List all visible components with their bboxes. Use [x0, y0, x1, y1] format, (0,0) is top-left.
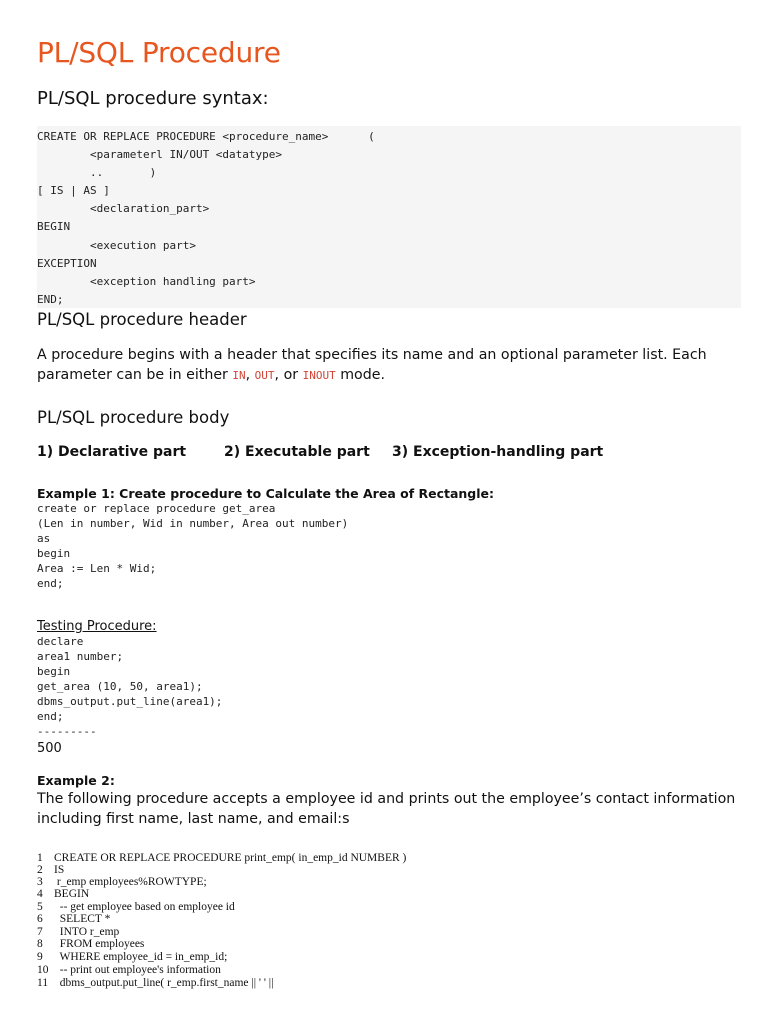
line-number: 11: [37, 977, 49, 989]
syntax-code-line: <declaration_part>: [37, 202, 210, 215]
body-part-declarative: 1) Declarative part: [37, 444, 187, 460]
syntax-code-line: BEGIN: [37, 220, 71, 233]
example2-code-line: [37, 864, 64, 876]
line-text: FROM employees: [54, 938, 145, 950]
line-number: 3: [37, 876, 43, 888]
testing-code-line: area1 number;: [37, 650, 124, 663]
example2-label: Example 2:: [37, 773, 115, 788]
syntax-code-line: <execution part>: [37, 239, 196, 252]
syntax-code-line: CREATE OR REPLACE PROCEDURE <procedure_name> (: [37, 130, 375, 143]
example1-code-line: (Len in number, Wid in number, Area out number): [37, 517, 349, 530]
testing-code-line: end;: [37, 710, 64, 723]
testing-code-line: declare: [37, 635, 84, 648]
syntax-code-line: .. ): [37, 166, 157, 179]
example2-code-line: [37, 913, 110, 925]
paragraph-text: mode.: [335, 367, 385, 383]
syntax-code-line: EXCEPTION: [37, 257, 97, 270]
example2-code-line: [37, 964, 221, 976]
line-text: SELECT *: [54, 913, 111, 925]
syntax-code-line: [ IS | AS ]: [37, 184, 110, 197]
line-text: IS: [54, 864, 65, 876]
body-section-heading: PL/SQL procedure body: [37, 408, 230, 427]
line-number: 1: [37, 852, 43, 864]
mode-out-keyword: OUT: [254, 369, 275, 382]
line-text: r_emp employees%ROWTYPE;: [54, 876, 207, 888]
line-number: 2: [37, 864, 43, 876]
line-text: -- print out employee's information: [54, 964, 221, 976]
line-number: 9: [37, 951, 43, 963]
example1-output: 500: [37, 741, 62, 756]
line-number: 8: [37, 938, 43, 950]
example2-code-line: [37, 876, 207, 888]
line-text: BEGIN: [54, 888, 90, 900]
syntax-heading: PL/SQL procedure syntax:: [37, 88, 269, 109]
example2-description: The following procedure accepts a employee id and prints out the employee’s contact information including first name, last name, and email:s: [37, 791, 736, 827]
mode-in-keyword: IN: [232, 369, 246, 382]
syntax-code-line: <parameterl IN/OUT <datatype>: [37, 148, 283, 161]
example2-code-line: [37, 852, 406, 864]
line-text: dbms_output.put_line( r_emp.first_name || ' ' ||: [54, 977, 274, 989]
example2-code-line: [37, 977, 273, 989]
testing-code-line: get_area (10, 50, area1);: [37, 680, 203, 693]
header-section-heading: PL/SQL procedure header: [37, 310, 247, 329]
testing-procedure-label: Testing Procedure:: [37, 619, 157, 634]
line-number: 7: [37, 926, 43, 938]
line-text: -- get employee based on employee id: [54, 901, 235, 913]
example2-code-line: [37, 901, 235, 913]
testing-code-line: begin: [37, 665, 71, 678]
example1-label: Example 1: Create procedure to Calculate the Area of Rectangle:: [37, 486, 495, 501]
line-text: INTO r_emp: [54, 926, 120, 938]
syntax-code-line: <exception handling part>: [37, 275, 256, 288]
header-section-paragraph: [37, 345, 737, 386]
line-number: 5: [37, 901, 43, 913]
paragraph-text: A procedure begins with a header that specifies its name and an optional parameter list. Each parameter can be in either: [37, 347, 707, 383]
line-text: CREATE OR REPLACE PROCEDURE print_emp( in_emp_id NUMBER ): [54, 852, 407, 864]
example2-code-line: [37, 938, 144, 950]
line-text: WHERE employee_id = in_emp_id;: [54, 951, 228, 963]
example2-code-line: [37, 888, 89, 900]
line-number: 6: [37, 913, 43, 925]
testing-code-line: dbms_output.put_line(area1);: [37, 695, 223, 708]
body-part-executable: 2) Executable part: [224, 444, 370, 460]
example1-code-line: as: [37, 532, 51, 545]
mode-inout-keyword: INOUT: [302, 369, 336, 382]
example1-code-line: begin: [37, 547, 71, 560]
line-number: 4: [37, 888, 43, 900]
example2-code-line: [37, 951, 227, 963]
paragraph-text: ,: [245, 367, 255, 383]
example1-code-line: create or replace procedure get_area: [37, 502, 276, 515]
testing-code-separator: ---------: [37, 725, 97, 738]
paragraph-text: , or: [274, 367, 303, 383]
example2-code-line: [37, 926, 119, 938]
page-title: PL/SQL Procedure: [37, 36, 281, 69]
syntax-code-block: [37, 126, 741, 308]
syntax-code-line: END;: [37, 293, 64, 306]
body-part-exception: 3) Exception-handling part: [392, 444, 604, 460]
example1-code-line: end;: [37, 577, 64, 590]
line-number: 10: [37, 964, 49, 976]
example1-code-line: Area := Len * Wid;: [37, 562, 157, 575]
